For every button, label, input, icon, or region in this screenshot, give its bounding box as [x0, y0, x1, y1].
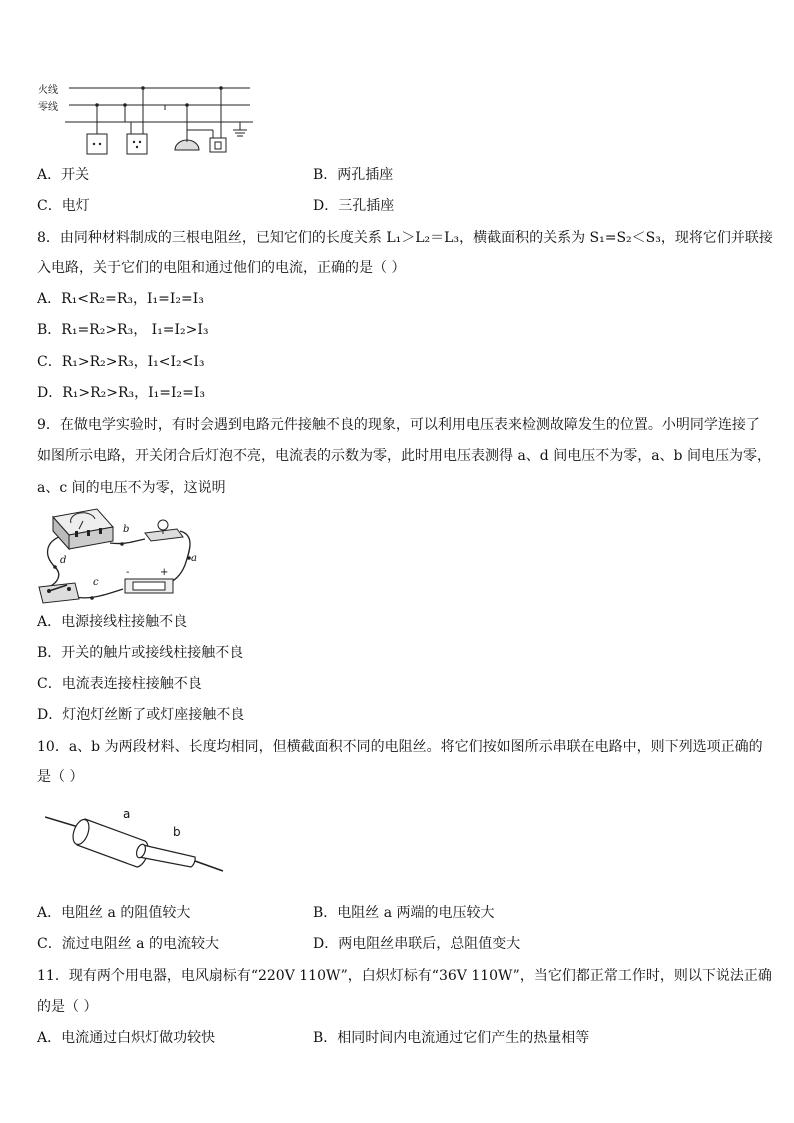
q9-option-a[interactable]: A．电源接线柱接触不良 [37, 614, 188, 630]
q7-option-d[interactable]: D．三孔插座 [313, 198, 395, 214]
q9-fig-label-plus: + [160, 567, 169, 578]
q8-option-b[interactable]: B．R₁=R₂>R₃， I₁=I₂>I₃ [37, 322, 209, 338]
q10-option-b[interactable]: B．电阻丝 a 两端的电压较大 [313, 905, 495, 921]
q9-fig-label-a: a [191, 553, 197, 564]
q11-option-b[interactable]: B．相同时间内电流通过它们产生的热量相等 [313, 1030, 590, 1046]
q9-fig-label-b: b [123, 524, 130, 535]
q7-option-c[interactable]: C．电灯 [37, 198, 90, 214]
q10-option-d[interactable]: D．两电阻丝串联后，总阻值变大 [313, 936, 521, 952]
household-circuit-figure [35, 80, 265, 160]
q9-option-b[interactable]: B．开关的触片或接线柱接触不良 [37, 645, 244, 661]
q10-resistor-wires-figure [45, 805, 225, 880]
q10-fig-label-a: a [123, 807, 131, 821]
q10-fig-label-b: b [173, 825, 181, 839]
q8-option-d[interactable]: D．R₁>R₂>R₃，I₁=I₂=I₃ [37, 385, 206, 401]
q9-option-c[interactable]: C．电流表连接柱接触不良 [37, 676, 202, 692]
q9-stem-line2: 如图所示电路，开关闭合后灯泡不亮，电流表的示数为零，此时用电压表测得 a、d 间电压不为零，a、b 间电压为零， [37, 448, 771, 464]
q11-stem-line2: 的是（ ） [37, 999, 98, 1015]
q9-fig-label-d: d [60, 555, 67, 566]
q10-option-c[interactable]: C．流过电阻丝 a 的电流较大 [37, 936, 219, 952]
q7-option-b[interactable]: B．两孔插座 [313, 167, 394, 183]
q8-stem-line1: 8．由同种材料制成的三根电阻丝，已知它们的长度关系 L₁＞L₂＝L₃，横截面积的关系为 S₁=S₂＜S₃，现将它们并联接 [37, 230, 773, 246]
q10-stem-line1: 10．a、b 为两段材料、长度均相同，但横截面积不同的电阻丝。将它们按如图所示串联在电路中，则下列选项正确的 [37, 739, 763, 755]
q9-stem-line1: 9．在做电学实验时，有时会遇到电路元件接触不良的现象，可以利用电压表来检测故障发生的位置。小明同学连接了 [37, 417, 760, 433]
q8-option-c[interactable]: C．R₁>R₂>R₃，I₁<I₂<I₃ [37, 354, 205, 370]
live-wire-label: 火线 [38, 85, 58, 96]
q9-fig-label-c: c [93, 577, 99, 588]
q8-stem-line2: 入电路，关于它们的电阻和通过他们的电流，正确的是（ ） [37, 260, 406, 276]
q9-fig-label-minus: - [126, 567, 130, 578]
q11-stem-line1: 11．现有两个用电器，电风扇标有“220V 110W”，白炽灯标有“36V 110W”，当它们都正常工作时，则以下说法正确 [37, 968, 772, 984]
q7-option-a[interactable]: A．开关 [37, 167, 90, 183]
q8-option-a[interactable]: A．R₁<R₂=R₃，I₁=I₂=I₃ [37, 291, 204, 307]
q10-stem-line2: 是（ ） [37, 769, 84, 785]
q10-option-a[interactable]: A．电阻丝 a 的阻值较大 [37, 905, 191, 921]
q9-option-d[interactable]: D．灯泡灯丝断了或灯座接触不良 [37, 707, 245, 723]
neutral-wire-label: 零线 [38, 102, 58, 113]
q11-option-a[interactable]: A．电流通过白炽灯做功较快 [37, 1030, 216, 1046]
q9-stem-line3: a、c 间的电压不为零，这说明 [37, 480, 226, 496]
